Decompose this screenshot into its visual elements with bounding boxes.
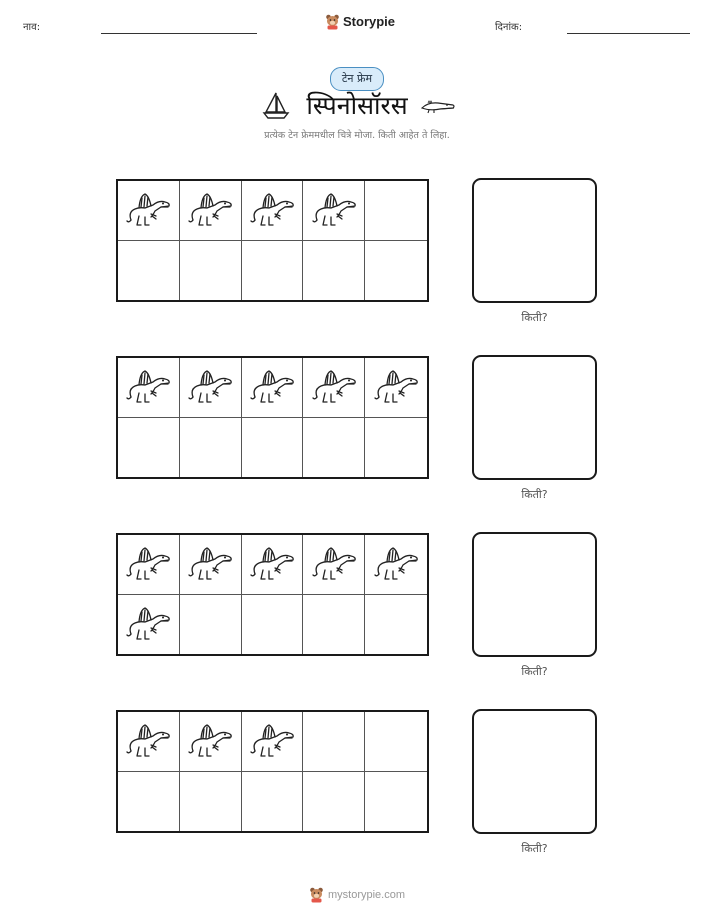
name-label: नाव: — [23, 22, 41, 33]
frame-cell — [118, 181, 180, 241]
spinosaurus-icon — [311, 544, 357, 584]
brand — [325, 13, 395, 30]
frame-cell — [365, 358, 427, 418]
spinosaurus-icon — [311, 367, 357, 407]
spinosaurus-icon — [125, 604, 171, 644]
frame-cell — [180, 595, 242, 655]
answer-box[interactable] — [472, 355, 597, 480]
frame-cell — [303, 181, 365, 241]
frame-cell — [118, 241, 180, 301]
frame-cell — [303, 358, 365, 418]
frame-cell — [242, 241, 304, 301]
spinosaurus-icon — [249, 367, 295, 407]
frame-cell — [303, 418, 365, 478]
answer-prompt: किती? — [521, 665, 548, 678]
frame-cell — [180, 418, 242, 478]
frame-cell — [365, 535, 427, 595]
spinosaurus-icon — [373, 367, 419, 407]
spinosaurus-icon — [187, 367, 233, 407]
answer-prompt: किती? — [521, 488, 548, 501]
frame-cell — [180, 358, 242, 418]
spinosaurus-icon — [125, 367, 171, 407]
answer-prompt: किती? — [521, 311, 548, 324]
name-line[interactable] — [101, 33, 257, 34]
frame-cell — [242, 181, 304, 241]
spinosaurus-icon — [249, 190, 295, 230]
frame-cell — [365, 241, 427, 301]
frame-cell — [242, 595, 304, 655]
frame-cell — [180, 241, 242, 301]
frame-cell — [118, 712, 180, 772]
spinosaurus-icon — [187, 721, 233, 761]
spinosaurus-icon — [249, 544, 295, 584]
spinosaurus-icon — [125, 544, 171, 584]
frame-cell — [365, 418, 427, 478]
frame-cell — [180, 535, 242, 595]
frame-cell — [365, 712, 427, 772]
page-title: स्पिनोसॉरस — [306, 91, 408, 120]
frame-cell — [303, 535, 365, 595]
frame-cell — [118, 772, 180, 832]
topic-tag: टेन फ्रेम — [330, 67, 384, 91]
frame-cell — [242, 358, 304, 418]
spinosaurus-icon — [125, 190, 171, 230]
ten-frame — [116, 710, 429, 833]
spinosaurus-icon — [249, 721, 295, 761]
frame-cell — [365, 181, 427, 241]
crocodile-icon — [420, 97, 456, 115]
frame-cell — [242, 535, 304, 595]
frame-cell — [365, 595, 427, 655]
frame-cell — [242, 772, 304, 832]
date-label: दिनांक: — [495, 22, 523, 33]
frame-cell — [180, 772, 242, 832]
answer-prompt: किती? — [521, 842, 548, 855]
ten-frame — [116, 356, 429, 479]
spinosaurus-icon — [187, 190, 233, 230]
footer-url: mystorypie.com — [327, 888, 406, 901]
brand-name: Storypie — [343, 14, 396, 29]
spinosaurus-icon — [311, 190, 357, 230]
frame-cell — [118, 535, 180, 595]
instruction-text: प्रत्येक टेन फ्रेममधील चित्रे मोजा. किती आहेत ते लिहा. — [264, 130, 450, 141]
frame-cell — [118, 418, 180, 478]
frame-cell — [180, 712, 242, 772]
footer — [0, 886, 714, 903]
frame-cell — [303, 595, 365, 655]
frame-cell — [365, 772, 427, 832]
frame-cell — [303, 712, 365, 772]
frame-cell — [303, 772, 365, 832]
spinosaurus-icon — [125, 721, 171, 761]
frame-cell — [118, 358, 180, 418]
date-line[interactable] — [567, 33, 690, 34]
bear-logo-icon — [325, 13, 340, 30]
spinosaurus-icon — [187, 544, 233, 584]
frame-cell — [180, 181, 242, 241]
answer-box[interactable] — [472, 709, 597, 834]
ten-frame — [116, 533, 429, 656]
answer-box[interactable] — [472, 532, 597, 657]
frame-cell — [303, 241, 365, 301]
bear-logo-icon — [309, 886, 324, 903]
answer-box[interactable] — [472, 178, 597, 303]
frame-cell — [118, 595, 180, 655]
ten-frame — [116, 179, 429, 302]
spinosaurus-icon — [373, 544, 419, 584]
frame-cell — [242, 712, 304, 772]
frame-cell — [242, 418, 304, 478]
